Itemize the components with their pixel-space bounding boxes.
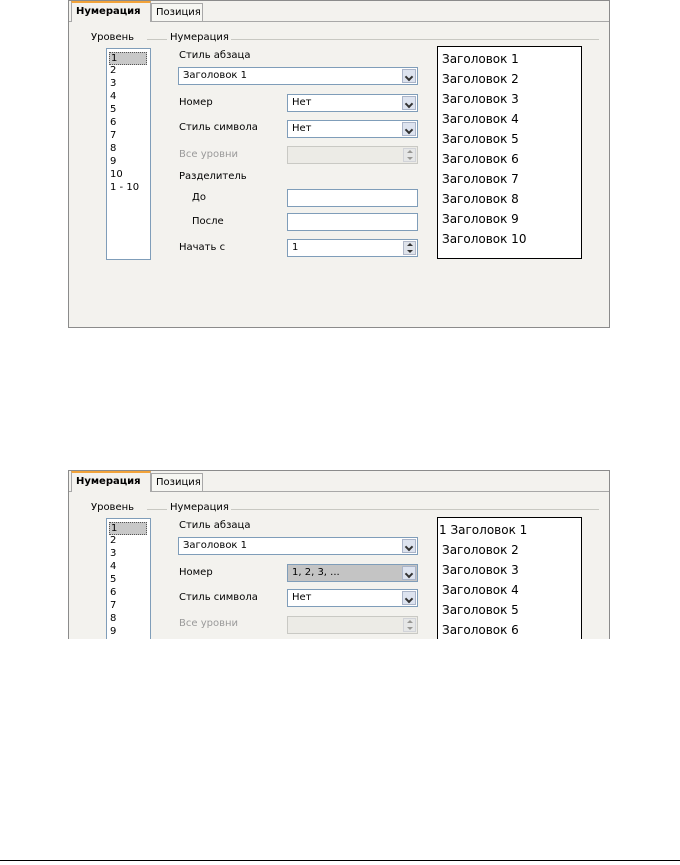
start-at-spinner[interactable]: 1	[287, 239, 418, 257]
level-item[interactable]: 8	[110, 613, 117, 624]
level-group-label: Уровень	[91, 32, 135, 43]
char-style-select[interactable]: Нет	[287, 589, 418, 607]
preview-line: Заголовок 1	[442, 52, 519, 66]
level-item[interactable]: 3	[110, 78, 117, 89]
preview-line: Заголовок 8	[442, 192, 519, 206]
spin-arrows-icon	[403, 618, 416, 632]
level-item[interactable]: 6	[110, 117, 117, 128]
preview-line: Заголовок 7	[442, 172, 519, 186]
preview-line: Заголовок 3	[442, 563, 519, 577]
level-item[interactable]: 4	[110, 561, 117, 572]
preview-line: Заголовок 10	[442, 232, 527, 246]
all-levels-label: Все уровни	[179, 149, 239, 160]
numbering-dialog-2	[68, 470, 610, 639]
preview-line: Заголовок 2	[442, 72, 519, 86]
numbering-group-label: Нумерация	[170, 502, 229, 513]
number-label: Номер	[179, 567, 213, 578]
page-footer-rule	[0, 860, 680, 861]
preview-line: Заголовок 5	[442, 132, 519, 146]
tab-numbering[interactable]: Нумерация	[71, 471, 151, 492]
level-item[interactable]: 9	[110, 626, 117, 637]
number-select[interactable]: 1, 2, 3, ...	[287, 564, 418, 582]
level-list[interactable]	[106, 518, 151, 639]
numbering-group-label: Нумерация	[170, 32, 229, 43]
chevron-down-icon[interactable]	[402, 69, 416, 83]
char-style-label: Стиль символа	[179, 592, 258, 603]
after-input[interactable]	[287, 213, 418, 231]
chevron-down-icon[interactable]	[402, 591, 416, 605]
spin-arrows-icon[interactable]	[403, 241, 416, 255]
before-input[interactable]	[287, 189, 418, 207]
level-group-label: Уровень	[91, 502, 135, 513]
numbering-preview	[437, 46, 582, 259]
level-item[interactable]: 9	[110, 156, 117, 167]
paragraph-style-label: Стиль абзаца	[179, 50, 251, 61]
level-item[interactable]: 10	[110, 169, 123, 180]
level-item[interactable]: 5	[110, 104, 117, 115]
start-at-label: Начать с	[179, 242, 226, 253]
chevron-down-icon[interactable]	[402, 96, 416, 110]
level-item[interactable]: 7	[110, 130, 117, 141]
preview-line: Заголовок 6	[442, 623, 519, 637]
chevron-down-icon[interactable]	[402, 539, 416, 553]
level-item[interactable]: 3	[110, 548, 117, 559]
level-item[interactable]: 1 - 10	[110, 182, 140, 193]
level-item[interactable]: 1	[109, 522, 147, 535]
all-levels-spinner	[287, 146, 418, 164]
all-levels-spinner	[287, 616, 418, 634]
chevron-down-icon[interactable]	[402, 122, 416, 136]
tab-bar	[69, 1, 609, 21]
tab-numbering[interactable]: Нумерация	[71, 1, 151, 22]
char-style-select[interactable]: Нет	[287, 120, 418, 138]
tab-bar	[69, 471, 609, 491]
level-item[interactable]: 4	[110, 91, 117, 102]
before-label: До	[192, 192, 206, 203]
level-item[interactable]: 2	[110, 65, 117, 76]
level-item[interactable]: 6	[110, 587, 117, 598]
number-select[interactable]: Нет	[287, 94, 418, 112]
tab-position[interactable]: Позиция	[151, 3, 203, 21]
paragraph-style-select[interactable]: Заголовок 1	[178, 67, 418, 85]
level-list[interactable]	[106, 48, 151, 260]
preview-line: Заголовок 3	[442, 92, 519, 106]
preview-line: Заголовок 4	[442, 583, 519, 597]
level-item[interactable]: 2	[110, 535, 117, 546]
preview-line: 1 Заголовок 1	[439, 523, 528, 537]
tab-position[interactable]: Позиция	[151, 473, 203, 491]
level-item[interactable]: 8	[110, 143, 117, 154]
numbering-dialog-1	[68, 0, 610, 328]
preview-line: Заголовок 2	[442, 543, 519, 557]
preview-line: Заголовок 9	[442, 212, 519, 226]
separator-label: Разделитель	[179, 171, 247, 182]
chevron-down-icon[interactable]	[402, 566, 416, 580]
level-item[interactable]: 7	[110, 600, 117, 611]
spin-arrows-icon	[403, 148, 416, 162]
all-levels-label: Все уровни	[179, 618, 239, 629]
paragraph-style-select[interactable]: Заголовок 1	[178, 537, 418, 555]
after-label: После	[192, 216, 224, 227]
number-label: Номер	[179, 97, 213, 108]
paragraph-style-label: Стиль абзаца	[179, 520, 251, 531]
numbering-preview	[437, 517, 582, 639]
char-style-label: Стиль символа	[179, 122, 258, 133]
preview-line: Заголовок 5	[442, 603, 519, 617]
preview-line: Заголовок 4	[442, 112, 519, 126]
preview-line: Заголовок 6	[442, 152, 519, 166]
level-item[interactable]: 5	[110, 574, 117, 585]
level-item[interactable]: 1	[109, 52, 147, 65]
